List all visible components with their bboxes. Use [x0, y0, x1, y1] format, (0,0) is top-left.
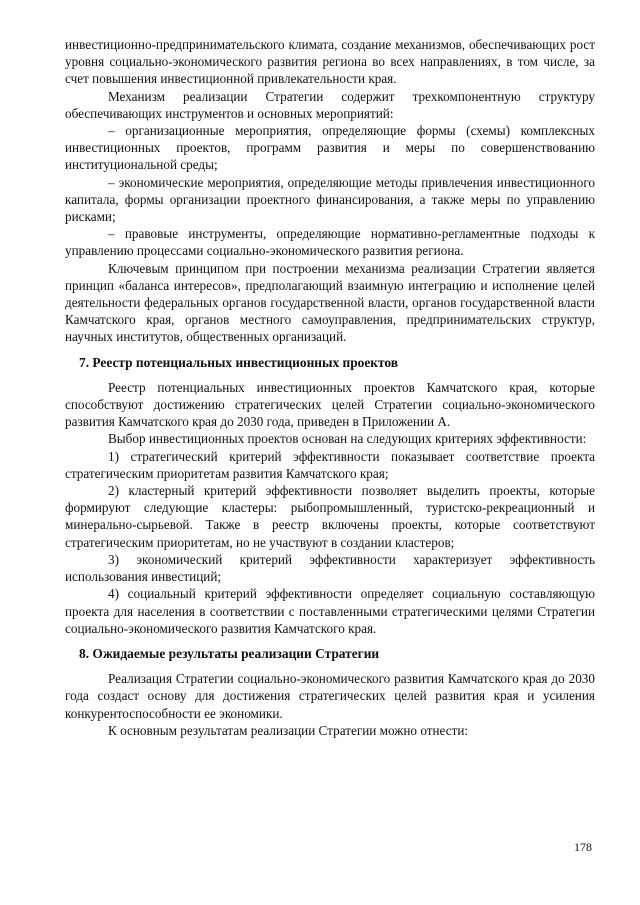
- paragraph: Механизм реализации Стратегии содержит трехкомпонентную структуру обеспечивающих инструментов и основных мероприятий:: [65, 88, 595, 121]
- page-number: 178: [574, 840, 592, 854]
- list-item: – организационные мероприятия, определяющие формы (схемы) комплексных инвестиционных проектов, программ развития и меры по совершенствованию институциональной среды;: [65, 123, 595, 173]
- paragraph: инвестиционно-предпринимательского климата, создание механизмов, обеспечивающих рост уровня социально-экономического развития региона во всех направлениях, в том числе, за счет повышения инвестиционной привлекательности края.: [65, 37, 595, 87]
- list-item: 4) социальный критерий эффективности определяет социальную составляющую проекта для населения в соответствии с поставленными стратегическими целями Стратегии социально-экономического развития Камчатского края.: [65, 586, 595, 636]
- paragraph: К основным результатам реализации Стратегии можно отнести:: [108, 722, 469, 738]
- list-item: 2) кластерный критерий эффективности позволяет выделить проекты, которые формируют следующие кластеры: рыбопромышленный, туристско-рекреационный и минерально-сырьевой. Также в реестр включены проекты, которые соответствуют стратегическим приоритетам, но не участвуют в создании кластеров;: [65, 483, 595, 550]
- list-item: – правовые инструменты, определяющие нормативно-регламентные подходы к управлению процессами социально-экономического развития региона.: [65, 226, 595, 259]
- section-heading-7: 7. Реестр потенциальных инвестиционных проектов: [79, 354, 399, 370]
- paragraph: Выбор инвестиционных проектов основан на следующих критериях эффективности:: [108, 431, 587, 447]
- list-item: 3) экономический критерий эффективности характеризует эффективность использования инвестиций;: [65, 551, 595, 585]
- document-body: [65, 36, 595, 739]
- paragraph: Реализация Стратегии социально-экономического развития Камчатского края до 2030 года создаст основу для достижения стратегических целей развития края и усиления конкурентоспособности ее экономики.: [65, 671, 595, 721]
- list-item: 1) стратегический критерий эффективности показывает соответствие проекта стратегическим приоритетам развития Камчатского края;: [65, 448, 595, 481]
- list-item: – экономические мероприятия, определяющие методы привлечения инвестиционного капитала, формы организации проектного финансирования, а также меры по управлению рисками;: [65, 174, 595, 225]
- section-heading-8: 8. Ожидаемые результаты реализации Стратегии: [79, 645, 380, 661]
- paragraph: Реестр потенциальных инвестиционных проектов Камчатского края, которые способствуют достижению стратегических целей Стратегии социально-экономического развития Камчатского края до 2030 года, приведен в Приложении А.: [65, 379, 595, 430]
- paragraph: Ключевым принципом при построении механизма реализации Стратегии является принцип «баланса интересов», предполагающий взаимную интеграцию и исполнение целей деятельности федеральных органов государственной власти, органов государственной власти Камчатского края, органов местного самоуправления, предпринимательских структур, научных институтов, общественных организаций.: [65, 260, 595, 345]
